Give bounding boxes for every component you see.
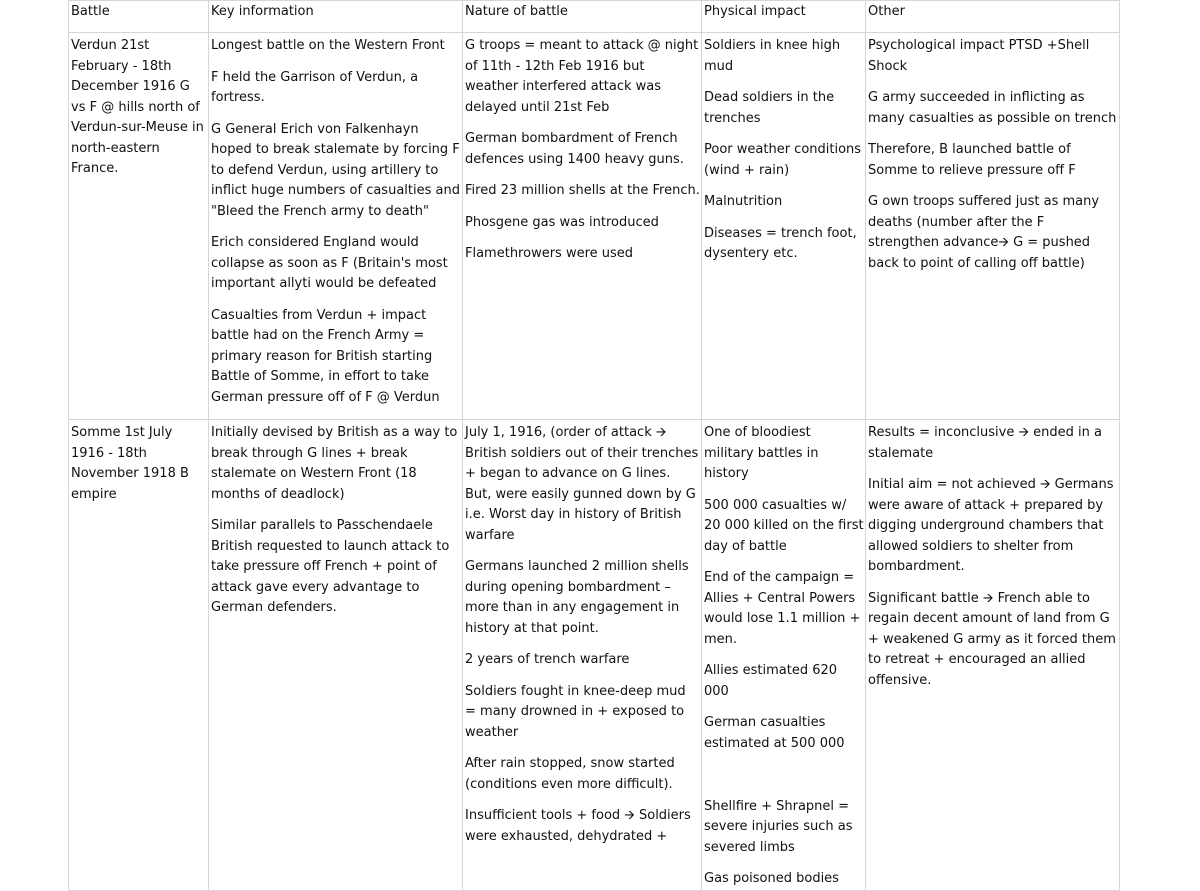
nature-paragraph: After rain stopped, snow started (conditions even more difficult).	[465, 756, 675, 792]
physical-paragraph: Shellfire + Shrapnel = severe injuries such as severed limbs	[704, 798, 853, 855]
header-other	[866, 1, 1120, 33]
header-key-information	[209, 1, 463, 33]
physical-paragraph: End of the campaign = Allies + Central Powers would lose 1.1 million + men.	[704, 570, 861, 647]
nature-paragraph: Flamethrowers were used	[465, 246, 634, 261]
key-info-paragraph: Longest battle on the Western Front	[211, 38, 445, 53]
key-info-paragraph: G General Erich von Falkenhayn hoped to break stalemate by forcing F to defend Verdun, using artillery to inflict huge numbers of casualties and "Bleed the French army to death"	[211, 121, 460, 219]
key-info-paragraph: F held the Garrison of Verdun, a fortress.	[211, 69, 419, 105]
nature-paragraph: Fired 23 million shells at the French.	[465, 183, 700, 198]
battle-cell	[69, 33, 209, 420]
battles-table	[68, 0, 1120, 891]
other-paragraph: Initial aim = not achieved 🡪 Germans were aware of attack + prepared by digging underground chambers that allowed soldiers to shelter from bombardment.	[868, 477, 1114, 574]
battle-text: Somme 1st July 1916 - 18th November 1918 B empire	[71, 425, 189, 502]
battle-text: Verdun 21st February - 18th December 1916 G vs F @ hills north of Verdun-sur-Meuse in north-eastern France.	[71, 38, 204, 176]
nature-of-battle-cell	[463, 420, 702, 891]
key-info-paragraph: Erich considered England would collapse as soon as F (Britain's most important allyti would be defeated	[211, 235, 448, 291]
nature-of-battle-cell	[463, 33, 702, 420]
header-nature-of-battle-label: Nature of battle	[465, 4, 568, 19]
nature-paragraph: Soldiers fought in knee-deep mud = many drowned in + exposed to weather	[465, 683, 686, 740]
other-paragraph: G army succeeded in inflicting as many casualties as possible on trench	[868, 90, 1117, 126]
key-info-paragraph: Similar parallels to Passchendaele British requested to launch attack to take pressure off French + point of attack gave every advantage to German defenders.	[211, 518, 450, 615]
header-nature-of-battle	[463, 1, 702, 33]
header-key-information-label: Key information	[211, 4, 314, 19]
nature-paragraph: Insufficient tools + food 🡪 Soldiers were exhausted, dehydrated +	[465, 808, 691, 844]
physical-paragraph: German casualties estimated at 500 000	[704, 715, 845, 751]
physical-impact-cell	[702, 33, 866, 420]
other-paragraph: Significant battle 🡪 French able to regain decent amount of land from G + weakened G army as it forced them to retreat + encouraged an allied offensive.	[868, 590, 1116, 688]
header-battle	[69, 1, 209, 33]
physical-paragraph-blank	[704, 765, 864, 786]
physical-paragraph: One of bloodiest military battles in history	[704, 425, 819, 481]
header-battle-label: Battle	[71, 4, 110, 19]
physical-paragraph: Dead soldiers in the trenches	[704, 90, 835, 126]
key-info-paragraph: Initially devised by British as a way to break through G lines + break stalemate on Western Front (18 months of deadlock)	[211, 425, 458, 502]
other-paragraph: Psychological impact PTSD +Shell Shock	[868, 38, 1090, 74]
battle-cell	[69, 420, 209, 891]
key-information-cell	[209, 33, 463, 420]
other-paragraph: Therefore, B launched battle of Somme to relieve pressure off F	[868, 142, 1076, 178]
physical-paragraph: Soldiers in knee high mud	[704, 38, 841, 74]
key-info-paragraph: Casualties from Verdun + impact battle had on the French Army = primary reason for British starting Battle of Somme, in effort to take German pressure off of F @ Verdun	[211, 307, 440, 405]
other-paragraph: G own troops suffered just as many deaths (number after the F strengthen advance🡪 G = pushed back to point of calling off battle)	[868, 194, 1100, 271]
table-row	[69, 33, 1120, 420]
nature-paragraph: July 1, 1916, (order of attack 🡪 British soldiers out of their trenches + began to advance on G lines. But, were easily gunned down by G i.e. Worst day in history of British warfare	[465, 425, 699, 543]
physical-paragraph: Gas poisoned bodies	[704, 871, 839, 886]
nature-paragraph: G troops = meant to attack @ night of 11th - 12th Feb 1916 but weather interfered attack was delayed until 21st Feb	[465, 38, 699, 115]
physical-impact-cell	[702, 420, 866, 891]
nature-paragraph: Germans launched 2 million shells during opening bombardment – more than in any engagement in history at that point.	[465, 559, 689, 636]
physical-paragraph: Diseases = trench foot, dysentery etc.	[704, 225, 857, 261]
physical-paragraph: Malnutrition	[704, 194, 783, 209]
nature-paragraph: Phosgene gas was introduced	[465, 214, 659, 230]
header-physical-impact-label: Physical impact	[704, 4, 806, 19]
physical-paragraph: 500 000 casualties w/ 20 000 killed on the first day of battle	[704, 497, 864, 554]
header-physical-impact	[702, 1, 866, 33]
nature-paragraph: 2 years of trench warfare	[465, 652, 630, 667]
header-other-label: Other	[868, 4, 905, 19]
other-cell	[866, 33, 1120, 420]
nature-paragraph: German bombardment of French defences using 1400 heavy guns.	[465, 131, 684, 167]
key-information-cell	[209, 420, 463, 891]
table-row	[69, 420, 1120, 891]
physical-paragraph: Poor weather conditions (wind + rain)	[704, 142, 862, 178]
physical-paragraph: Allies estimated 620 000	[704, 663, 838, 699]
document-page	[68, 0, 1119, 886]
header-row	[69, 1, 1120, 33]
other-cell	[866, 420, 1120, 891]
other-paragraph: Results = inconclusive 🡪 ended in a stalemate	[868, 425, 1103, 461]
